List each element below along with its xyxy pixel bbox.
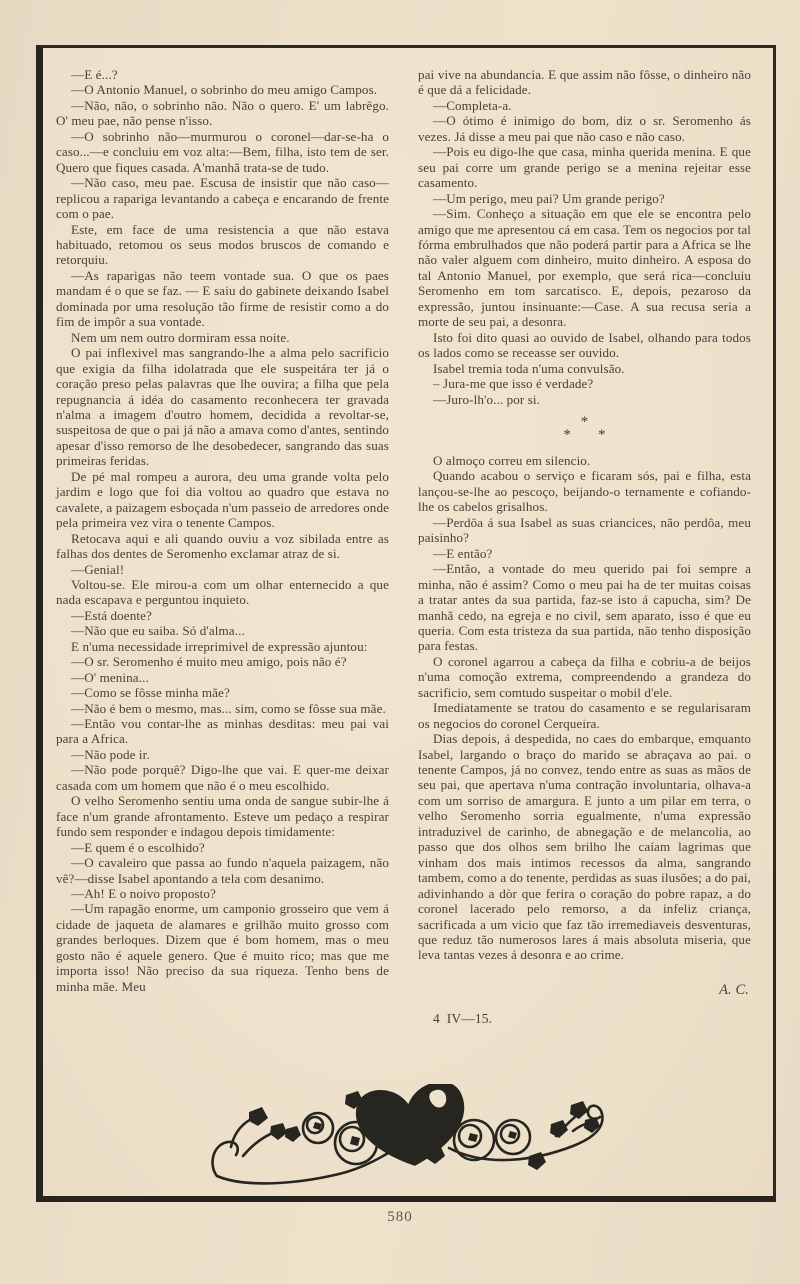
paragraph: —O sr. Seromenho é muito meu amigo, pois não é?: [71, 654, 347, 670]
paragraph: Nem um nem outro dormiram essa noite.: [71, 329, 290, 345]
text-column-right: [418, 67, 751, 1027]
asterisk-row-bottom: [418, 426, 751, 443]
paragraph: —Pois eu digo-lhe que casa, minha querida menina. E que seu pai corre um grande perigo se a menina rejeitar esse casamento.: [418, 144, 751, 191]
paragraph-continuation: pai vive na abundancia. E que assim não fôsse, o dinheiro não é que dá a felicidade.: [418, 67, 751, 98]
footer-ornament: [211, 1084, 615, 1192]
paragraph: O almoço correu em silencio.: [433, 452, 591, 468]
paragraph: —As raparigas não teem vontade sua. O que os paes mandam é o que se faz. — E saiu do gabinete deixando Isabel dominada por uma resolução tão firme de resistir como a do fim de impôr a sua vontade.: [56, 267, 389, 330]
paragraph: Isto foi dito quasi ao ouvido de Isabel, olhando para todos os lados como se receasse ser ouvido.: [418, 329, 751, 361]
author-signature: A. C.: [719, 981, 749, 998]
paragraph: —Não que eu saiba. Só d'alma...: [71, 623, 245, 639]
paragraph: —E quem é o escolhido?: [71, 839, 205, 855]
paragraph: —O sobrinho não—murmurou o coronel—dar-se-ha o caso...—e concluiu em voz alta:—Bem, filha, isto tem de ser. Quero que fiques casada. A'manhã trata-se de tudo.: [56, 128, 389, 175]
paragraph: —Não caso, meu pae. Escusa de insistir que não caso—replicou a rapariga levantando a cabeça e encarando de frente com o pae.: [56, 175, 389, 222]
paragraph: —Então vou contar-lhe as minhas desditas: meu pai vai para a Africa.: [56, 716, 389, 747]
asterisk: *: [563, 426, 571, 443]
paragraph: —Como se fôsse minha mãe?: [71, 685, 230, 701]
dateline: 4 IV—15.: [433, 1011, 493, 1027]
paragraph: —Um rapagão enorme, um camponio grosseiro que vem á cidade de jaqueta de alamares e grilhão muito grosso com grandes berloques. Dizem que é bom homem, mas o meu gosto não é aquele genero. Que é muito rico; mas que me importa isso! Não preciso da sua riqueza. Tenho bens de minha mãe. Meu: [56, 901, 389, 994]
paragraph: Isabel tremia toda n'uma convulsão.: [433, 360, 625, 376]
paragraph: —O Antonio Manuel, o sobrinho do meu amigo Campos.: [71, 82, 378, 98]
asterisk-row-top: [418, 413, 751, 430]
paragraph: —Um perigo, meu pai? Um grande perigo?: [433, 190, 665, 206]
paragraph: —Genial!: [71, 561, 125, 577]
paragraph: O coronel agarrou a cabeça da filha e cobriu-a de beijos n'uma comoção extrema, compreendendo a grandeza do sacrificio, sem comtudo suspeitar o mobil d'ele.: [418, 653, 751, 700]
paragraph: – Jura-me que isso é verdade?: [433, 376, 594, 392]
paragraph: Voltou-se. Ele mirou-a com um olhar enternecido a que nada escapava e perguntou inquieto.: [56, 576, 389, 608]
paragraph: De pé mal rompeu a aurora, deu uma grande volta pelo jardim e logo que foi dia voltou ao quadro que estava no cavalete, a paizagem esboçada n'um passeio de arredores onde pela primeira vez vira o tenente Campos.: [56, 468, 389, 531]
paragraph: —Ah! E o noivo proposto?: [71, 886, 216, 902]
paragraph: —E então?: [433, 545, 493, 561]
paragraph: —Completa-a.: [433, 97, 512, 113]
paragraph: —O cavaleiro que passa ao fundo n'aquela paizagem, não vê?—disse Isabel apontando a tela com desanimo.: [56, 855, 389, 886]
paragraph: —Não, não, o sobrinho não. Não o quero. E' um labrêgo. O' meu pae, não pense n'isso.: [56, 97, 389, 129]
paragraph: —E é...?: [71, 67, 118, 82]
paragraph: —Perdôa á sua Isabel as suas criancices, não perdôa, meu paisinho?: [418, 514, 751, 546]
paragraph: Retocava aqui e ali quando ouviu a voz sibilada entre as falhas dos dentes de Seromenho exclamar atraz de si.: [56, 530, 389, 562]
page-frame: [36, 45, 776, 1202]
paragraph: —Não pode porquê? Digo-lhe que vai. E quer-me deixar casada com um homem que não é o meu escolhido.: [56, 762, 389, 793]
paragraph: —Juro-lh'o... por si.: [433, 391, 541, 407]
paragraph: Quando acabou o serviço e ficaram sós, pai e filha, esta lançou-se-lhe ao pescoço, beijando-o ternamente e cofiando-lhe os cabelos grisalhos.: [418, 468, 751, 515]
section-divider: [418, 413, 751, 443]
paragraph: Este, em face de uma resistencia a que não estava habituado, retomou os seus modos bruscos de comando e retorquiu.: [56, 221, 389, 268]
paragraph: O pai inflexivel mas sangrando-lhe a alma pelo sacrificio que exigia da filha idolatrada que ele suspeitára ter já o coração preso pelas palavras que lhe ouvira; a filha que pela repugnancia á idéa do casamento reconhecera ter gravada n'alma a imagem d'outro homem, decidida a revoltar-se, suspeitosa de que o pai já não a amava como d'antes, sentindo apesar d'isso remorso de lhe desobedecer, sangrando das suas primeiras feridas.: [56, 345, 389, 469]
paragraph: —Não é bem o mesmo, mas... sim, como se fôsse sua mãe.: [71, 700, 386, 716]
paragraph: —O ótimo é inimigo do bom, diz o sr. Seromenho ás vezes. Já disse a meu pai que não caso e não caso.: [418, 113, 751, 144]
paragraph-group-before-divider: [418, 98, 751, 407]
paragraph: —Então, a vontade do meu querido pai foi sempre a minha, não é assim? Como o meu pai ha de ter muitas coisas a tratar antes da sua partida, faz-se isto á capucha, sim? De manhã cedo, na egreja e no civil, sem aparato, isso é que eu queria. Com esta tristeza da sua partida, não tenho disposição para festas.: [418, 561, 751, 654]
paragraph: O velho Seromenho sentiu uma onda de sangue subir-lhe á face n'um grande afrontamento. Esteve um pedaço a respirar fundo sem responder e indagou depois timidamente:: [56, 793, 389, 840]
floral-heart-vignette-icon: [211, 1084, 615, 1192]
paragraph-group-after-divider: [418, 453, 751, 963]
paragraph: —Está doente?: [71, 607, 152, 623]
page-number: 580: [387, 1209, 413, 1225]
paragraph: —Sim. Conheço a situação em que ele se encontra pelo amigo que me apresentou cá em casa. Tem os negocios por tal fórma embrulhados que não poderá partir para a Africa se lhe não valer alguem com dinheiro, muito dinheiro. A esposa do tal Antonio Manuel, por exemplo, que será rica—concluiu Seromenho em tom sarcatisco. E, depois, pezaroso da expressão, juntou insinuante:—Case. A sua recusa seria a morte de seu pai, a desonra.: [418, 206, 751, 330]
asterisk: *: [598, 426, 606, 443]
paragraph: —Não pode ir.: [71, 746, 150, 762]
asterisk: *: [580, 413, 589, 430]
paragraph: Imediatamente se tratou do casamento e se regularisaram os negocios do coronel Cerqueira.: [418, 700, 751, 731]
paragraph: E n'uma necessidade irreprimivel de expressão ajuntou:: [71, 638, 368, 654]
paragraph: Dias depois, á despedida, no caes do embarque, emquanto Isabel, largando o braço do marido se abraçava ao pai. o tenente Campos, já no convez, tendo entre as suas as mãos de seu pai, que apertava n'uma contração involuntaria, olhava-a com um sorriso de amargura. E junto a um pilar em terra, o velho Seromenho sorria egualmente, n'uma expressão intraduzivel de carinho, de abnegação e de melancolia, ao passo que dos olhos sem brilho lhe caíam lagrimas que vinham dos mais intimos recessos da alma, sangrando tambem, como a do tenente, perdidas as suas ilusões; a do pai, adivinhando a dòr que ferira o coração do pobre rapaz, a do coronel lacerado pelo remorso, a da infeliz criança, sacrificada a um vicio que faz tão irremediaveis desventuras, que reduz tão numerosos lares á mais absoluta miseria, que leva tantas vezes á desonra e ao crime.: [418, 731, 751, 963]
paragraph: —O' menina...: [71, 669, 149, 685]
text-column-left: [56, 67, 389, 994]
